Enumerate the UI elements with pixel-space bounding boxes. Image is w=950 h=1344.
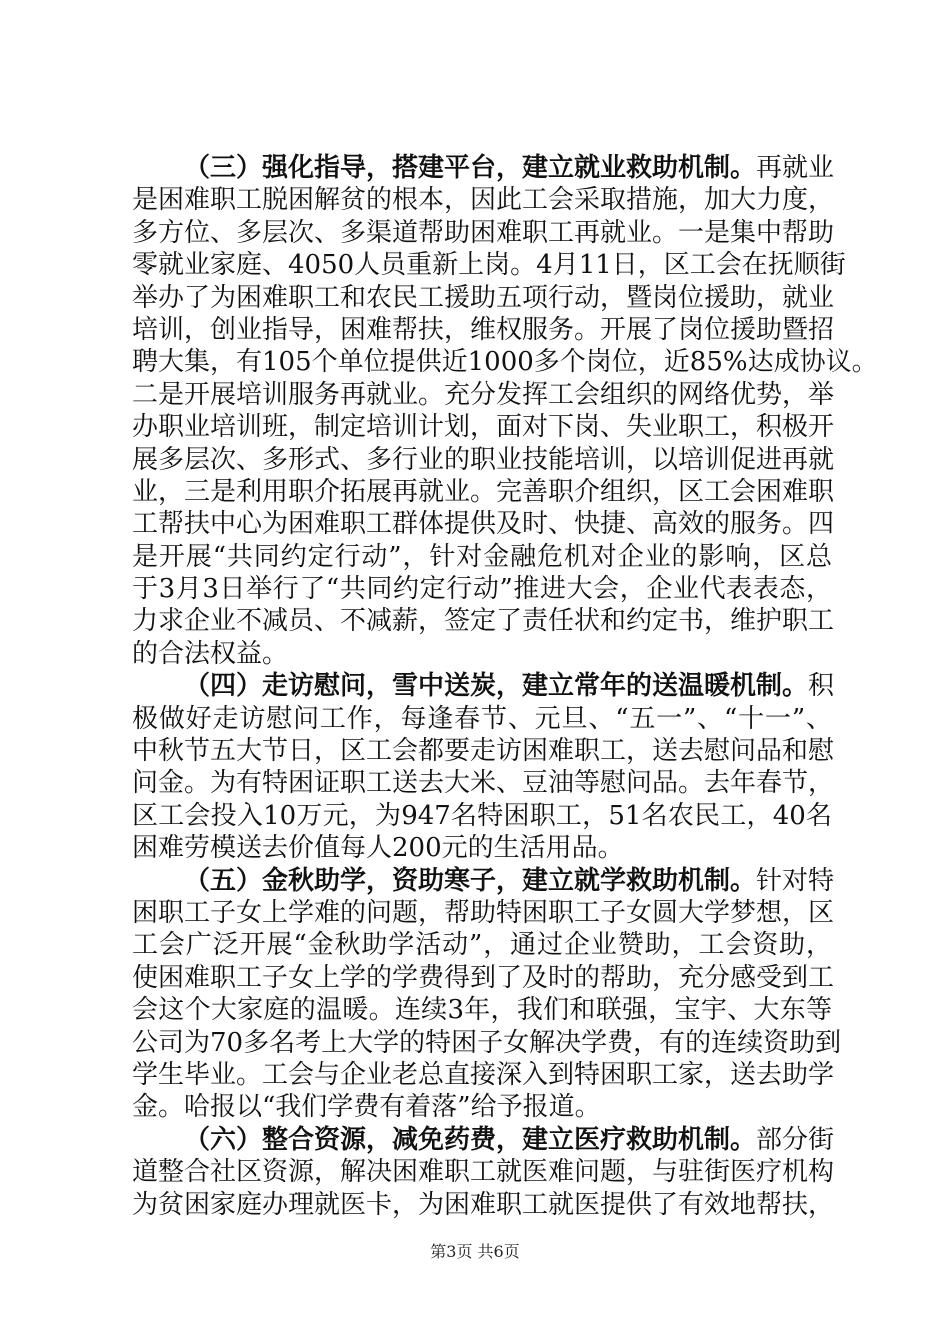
paragraph-line: 学生毕业。工会与企业老总直接深入到特困职工家，送去助学 xyxy=(132,1059,835,1090)
section-heading: （六）整合资源，减免药费，建立医疗救助机制。 xyxy=(184,1124,757,1155)
paragraph-line xyxy=(132,670,835,702)
paragraph-line: 道整合社区资源，解决困难职工就医难问题，与驻街医疗机构 xyxy=(132,1157,835,1188)
paragraph-line: 区工会投入10万元，为947名特困职工，51名农民工，40名 xyxy=(132,800,832,831)
paragraph-line: 工会广泛开展“金秋助学活动”，通过企业赞助，工会资助， xyxy=(132,930,832,961)
paragraph-line: 展多层次、多形式、多行业的职业技能培训，以培训促进再就 xyxy=(132,444,835,475)
paragraph-line: 使困难职工子女上学的学费得到了及时的帮助，充分感受到工 xyxy=(132,962,835,993)
page-footer xyxy=(0,1242,950,1262)
paragraph-line xyxy=(132,1124,835,1156)
page-total: 共6页 xyxy=(477,1242,520,1261)
paragraph-line xyxy=(132,152,835,184)
paragraph-line: 为贫困家庭办理就医卡，为困难职工就医提供了有效地帮扶， xyxy=(132,1189,835,1220)
paragraph-line: 聘大集，有105个单位提供近1000多个岗位，近85%达成协议。 xyxy=(132,347,878,378)
paragraph-line: 公司为70多名考上大学的特困子女解决学费，有的连续资助到 xyxy=(132,1027,842,1058)
paragraph-line: 力求企业不减员、不减薪，签定了责任状和约定书，维护职工 xyxy=(132,606,835,637)
paragraph-text: 再就业 xyxy=(756,153,835,183)
paragraph-line: 困难劳模送去价值每人200元的生活用品。 xyxy=(132,833,624,864)
paragraph-line: 业，三是利用职介拓展再就业。完善职介组织，区工会困难职 xyxy=(132,476,835,507)
paragraph-line: 培训，创业指导，困难帮扶，维权服务。开展了岗位援助暨招 xyxy=(132,314,835,345)
paragraph-line: 极做好走访慰问工作，每逢春节、元旦、“五一”、“十一”、 xyxy=(132,703,832,734)
paragraph-line: 于3月3日举行了“共同约定行动”推进大会，企业代表表态， xyxy=(132,574,832,605)
paragraph-line: 是开展“共同约定行动”，针对金融危机对企业的影响，区总 xyxy=(132,541,832,572)
section-heading: （三）强化指导，搭建平台，建立就业救助机制。 xyxy=(184,153,757,183)
paragraph-line: 的合法权益。 xyxy=(132,638,289,669)
paragraph-line: 办职业培训班，制定培训计划，面对下岗、失业职工，积极开 xyxy=(132,412,835,443)
section-heading: （五）金秋助学，资助寒子，建立就学救助机制。 xyxy=(184,865,757,896)
paragraph-text: 积 xyxy=(808,671,835,702)
paragraph-line: 金。哈报以“我们学费有着落”给予报道。 xyxy=(132,1092,601,1123)
section-heading: （四）走访慰问，雪中送炭，建立常年的送温暖机制。 xyxy=(184,671,809,702)
paragraph-line: 困职工子女上学难的问题，帮助特困职工子女圆大学梦想，区 xyxy=(132,897,835,928)
paragraph-line: 多方位、多层次、多渠道帮助困难职工再就业。一是集中帮助 xyxy=(132,217,835,248)
paragraph-line: 二是开展培训服务再就业。充分发挥工会组织的网络优势，举 xyxy=(132,379,835,410)
paragraph-line: 工帮扶中心为困难职工群体提供及时、快捷、高效的服务。四 xyxy=(132,509,835,540)
paragraph-text: 部分街 xyxy=(756,1124,835,1155)
paragraph-line: 零就业家庭、4050人员重新上岗。4月11日，区工会在抚顺街 xyxy=(132,250,846,281)
paragraph-line: 是困难职工脱困解贫的根本，因此工会采取措施，加大力度， xyxy=(132,185,835,216)
paragraph-line: 举办了为困难职工和农民工援助五项行动，暨岗位援助，就业 xyxy=(132,282,835,313)
paragraph-line: 中秋节五大节日，区工会都要走访困难职工，送去慰问品和慰 xyxy=(132,736,835,767)
paragraph-line: 会这个大家庭的温暖。连续3年，我们和联强，宝宇、大东等 xyxy=(132,995,832,1026)
paragraph-line xyxy=(132,865,835,897)
document-body xyxy=(132,152,878,1221)
paragraph-line: 问金。为有特困证职工送去大米、豆油等慰问品。去年春节， xyxy=(132,768,835,799)
page-number: 第3页 xyxy=(430,1242,473,1261)
paragraph-text: 针对特 xyxy=(756,865,835,896)
